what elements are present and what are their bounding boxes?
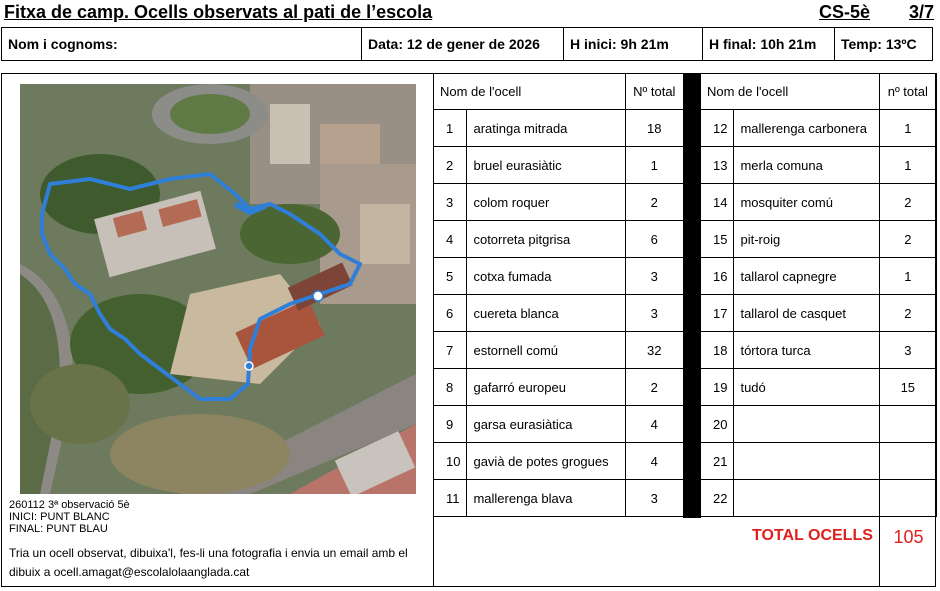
row-number: 19 <box>701 369 734 406</box>
table-row <box>701 332 937 369</box>
temperature-field: Temp: 13ºC <box>841 36 917 52</box>
bird-name: gafarró europeu <box>467 369 625 406</box>
table-row <box>701 110 937 147</box>
row-number: 2 <box>434 147 467 184</box>
row-number: 12 <box>701 110 734 147</box>
column-header-total: nº total <box>879 74 936 110</box>
main-panel <box>1 73 936 587</box>
date-field: Data: 12 de gener de 2026 <box>368 36 540 52</box>
bird-total: 1 <box>879 110 936 147</box>
row-number: 8 <box>434 369 467 406</box>
column-header-name: Nom de l'ocell <box>701 74 880 110</box>
bird-table-left <box>433 73 684 517</box>
bird-total: 3 <box>625 295 683 332</box>
bird-table-right <box>700 73 937 517</box>
table-row <box>701 147 937 184</box>
bird-total: 6 <box>625 221 683 258</box>
start-time-field: H inici: 9h 21m <box>570 36 669 52</box>
column-header-total: Nº total <box>625 74 683 110</box>
table-row <box>434 443 684 480</box>
bird-name: cuereta blanca <box>467 295 625 332</box>
row-number: 5 <box>434 258 467 295</box>
bird-name: estornell comú <box>467 332 625 369</box>
info-row <box>1 27 933 61</box>
bird-total: 3 <box>625 258 683 295</box>
bird-name <box>734 480 879 517</box>
row-number: 3 <box>434 184 467 221</box>
table-row <box>434 110 684 147</box>
table-row <box>701 184 937 221</box>
bird-total: 2 <box>879 184 936 221</box>
bird-name: garsa eurasiàtica <box>467 406 625 443</box>
bird-total: 3 <box>625 480 683 517</box>
bird-total: 4 <box>625 406 683 443</box>
row-number: 22 <box>701 480 734 517</box>
bird-name: mosquiter comú <box>734 184 879 221</box>
bird-name: tórtora turca <box>734 332 879 369</box>
bird-name: cotxa fumada <box>467 258 625 295</box>
table-row <box>701 480 937 517</box>
row-number: 17 <box>701 295 734 332</box>
table-row <box>434 480 684 517</box>
bird-total: 1 <box>879 258 936 295</box>
table-header-row <box>434 74 684 110</box>
table-row <box>434 406 684 443</box>
satellite-map <box>20 84 416 494</box>
table-row <box>701 221 937 258</box>
row-number: 18 <box>701 332 734 369</box>
table-row <box>434 147 684 184</box>
bird-total <box>879 480 936 517</box>
table-header-row <box>701 74 937 110</box>
table-row <box>434 295 684 332</box>
bird-total: 1 <box>879 147 936 184</box>
row-number: 6 <box>434 295 467 332</box>
bird-total <box>879 406 936 443</box>
bird-name <box>734 443 879 480</box>
bird-name: gavià de potes grogues <box>467 443 625 480</box>
page-number: 3/7 <box>909 2 935 22</box>
end-point-marker <box>245 362 253 370</box>
title-row <box>4 2 934 24</box>
bird-name: mallerenga carbonera <box>734 110 879 147</box>
table-row <box>434 258 684 295</box>
bird-total: 2 <box>625 184 683 221</box>
total-value: 105 <box>893 527 924 547</box>
row-number: 16 <box>701 258 734 295</box>
bird-total: 4 <box>625 443 683 480</box>
table-row <box>701 406 937 443</box>
table-row <box>701 295 937 332</box>
row-number: 10 <box>434 443 467 480</box>
bird-name: aratinga mitrada <box>467 110 625 147</box>
row-number: 1 <box>434 110 467 147</box>
bird-name: tallarol de casquet <box>734 295 879 332</box>
table-row <box>434 184 684 221</box>
bird-name: bruel eurasiàtic <box>467 147 625 184</box>
bird-total: 1 <box>625 147 683 184</box>
bird-total: 18 <box>625 110 683 147</box>
total-label: TOTAL OCELLS <box>752 527 873 544</box>
bird-total: 3 <box>879 332 936 369</box>
end-caption: FINAL: PUNT BLAU <box>9 523 108 535</box>
group-label: CS-5è <box>819 2 871 22</box>
bird-name: mallerenga blava <box>467 480 625 517</box>
row-number: 11 <box>434 480 467 517</box>
bird-name: tudó <box>734 369 879 406</box>
row-number: 13 <box>701 147 734 184</box>
row-number: 7 <box>434 332 467 369</box>
row-number: 21 <box>701 443 734 480</box>
row-number: 14 <box>701 184 734 221</box>
row-number: 4 <box>434 221 467 258</box>
table-divider-bar <box>683 74 701 518</box>
bird-total: 2 <box>625 369 683 406</box>
instructions-text: Tria un ocell observat, dibuixa'l, fes-li una fotografia i envia un email amb el dibuix a ocell.amagat@escolalolaanglada.cat <box>9 546 408 579</box>
bird-name: tallarol capnegre <box>734 258 879 295</box>
table-row <box>434 369 684 406</box>
table-row <box>701 369 937 406</box>
page-title: Fitxa de camp. Ocells observats al pati de l’escola <box>4 2 433 22</box>
table-row <box>701 258 937 295</box>
column-header-name: Nom de l'ocell <box>434 74 626 110</box>
map-graphic <box>20 84 416 494</box>
bird-name: cotorreta pitgrisa <box>467 221 625 258</box>
row-number: 20 <box>701 406 734 443</box>
start-caption: INICI: PUNT BLANC <box>9 511 110 523</box>
bird-name: pit-roig <box>734 221 879 258</box>
bird-name: merla comuna <box>734 147 879 184</box>
table-row <box>701 443 937 480</box>
bird-name: colom roquer <box>467 184 625 221</box>
bird-total: 2 <box>879 295 936 332</box>
end-time-field: H final: 10h 21m <box>709 36 817 52</box>
bird-total: 15 <box>879 369 936 406</box>
observation-code: 260112 3ª observació 5è <box>9 499 130 511</box>
bird-total <box>879 443 936 480</box>
bird-total: 32 <box>625 332 683 369</box>
row-number: 9 <box>434 406 467 443</box>
table-row <box>434 221 684 258</box>
table-row <box>434 332 684 369</box>
name-field[interactable]: Nom i cognoms: <box>8 36 118 52</box>
start-point-marker <box>313 291 323 301</box>
bird-name <box>734 406 879 443</box>
row-number: 15 <box>701 221 734 258</box>
bird-total: 2 <box>879 221 936 258</box>
